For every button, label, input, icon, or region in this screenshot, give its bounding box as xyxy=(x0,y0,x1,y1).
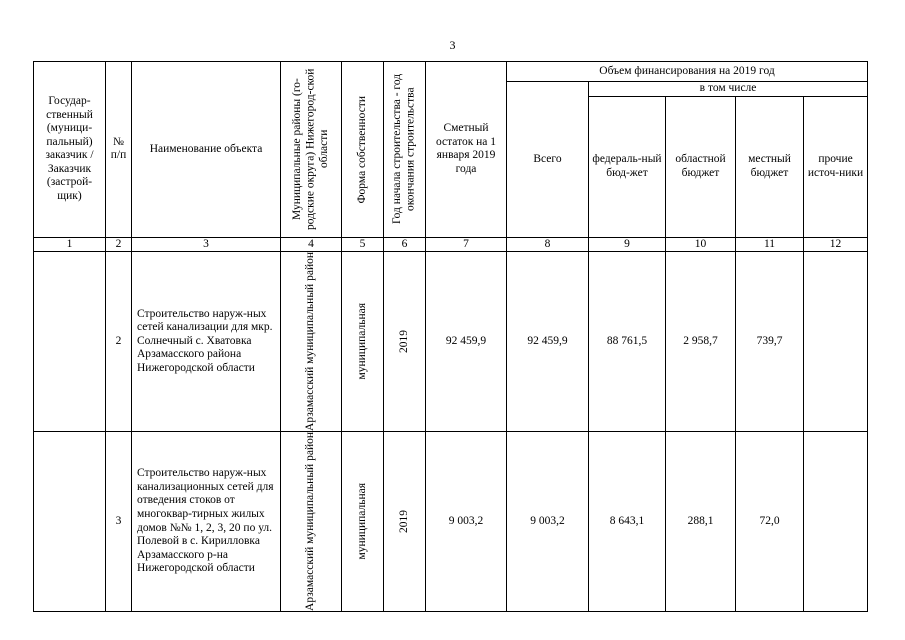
table-row xyxy=(34,432,868,612)
header-ownership xyxy=(342,62,384,238)
column-number: 11 xyxy=(736,237,804,252)
cell-num: 3 xyxy=(106,432,132,612)
header-funding-title: Объем финансирования на 2019 год xyxy=(507,62,868,82)
cell-other xyxy=(804,432,868,612)
column-number-row xyxy=(34,237,868,252)
header-municipality xyxy=(281,62,342,238)
column-number: 9 xyxy=(589,237,666,252)
header-federal: федераль-ный бюд-жет xyxy=(589,96,666,237)
column-number: 2 xyxy=(106,237,132,252)
header-years-text: Год начала строительства - год окончания строительства xyxy=(390,74,417,225)
cell-municipality-text: Арзамасский муниципальный район xyxy=(304,252,317,432)
cell-year-text: 2019 xyxy=(397,510,410,534)
table-row xyxy=(34,252,868,432)
cell-ownership xyxy=(342,432,384,612)
cell-ownership-text: муниципальная xyxy=(355,483,368,560)
cell-municipality-text: Арзамасский муниципальный район xyxy=(304,432,317,611)
cell-local: 72,0 xyxy=(736,432,804,612)
header-total: Всего xyxy=(507,82,589,238)
cell-ownership xyxy=(342,252,384,432)
column-number: 8 xyxy=(507,237,589,252)
cell-year-text: 2019 xyxy=(397,330,410,354)
column-number: 4 xyxy=(281,237,342,252)
header-ownership-text: Форма собственности xyxy=(355,95,368,204)
cell-regional: 2 958,7 xyxy=(666,252,736,432)
cell-year xyxy=(384,432,426,612)
cell-num: 2 xyxy=(106,252,132,432)
column-number: 3 xyxy=(132,237,281,252)
cell-year xyxy=(384,252,426,432)
cell-customer xyxy=(34,432,106,612)
cell-object-name: Строительство наруж-ных сетей канализации для мкр. Солнечный с. Хватовка Арзамасского района Нижегородской области xyxy=(132,252,281,432)
cell-other xyxy=(804,252,868,432)
column-number: 6 xyxy=(384,237,426,252)
cell-total: 92 459,9 xyxy=(507,252,589,432)
header-regional: областной бюджет xyxy=(666,96,736,237)
page-number: 3 xyxy=(449,38,456,52)
cell-total: 9 003,2 xyxy=(507,432,589,612)
cell-balance: 92 459,9 xyxy=(426,252,507,432)
header-customer: Государ-ственный (муници-пальный) заказчик / Заказчик (застрой-щик) xyxy=(34,62,106,238)
header-including: в том числе xyxy=(589,82,868,97)
header-object-name: Наименование объекта xyxy=(132,62,281,238)
header-other: прочие источ-ники xyxy=(804,96,868,237)
cell-municipality xyxy=(281,432,342,612)
cell-customer xyxy=(34,252,106,432)
header-local: местный бюджет xyxy=(736,96,804,237)
cell-ownership-text: муниципальная xyxy=(355,303,368,380)
cell-federal: 8 643,1 xyxy=(589,432,666,612)
header-num: № п/п xyxy=(106,62,132,238)
cell-federal: 88 761,5 xyxy=(589,252,666,432)
cell-local: 739,7 xyxy=(736,252,804,432)
cell-regional: 288,1 xyxy=(666,432,736,612)
cell-balance: 9 003,2 xyxy=(426,432,507,612)
column-number: 12 xyxy=(804,237,868,252)
header-balance: Сметный остаток на 1 января 2019 года xyxy=(426,62,507,238)
cell-municipality xyxy=(281,252,342,432)
column-number: 5 xyxy=(342,237,384,252)
header-years xyxy=(384,62,426,238)
cell-object-name: Строительство наруж-ных канализационных сетей для отведения стоков от многоквар-тирных жилых домов №№ 1, 2, 3, 20 по ул. Полевой в с. Кирилловка Арзамасского р-на Нижегородской области xyxy=(132,432,281,612)
header-municipality-text: Муниципальные районы (го-родские округа) Нижегород-ской области xyxy=(290,68,330,231)
column-number: 7 xyxy=(426,237,507,252)
funding-table xyxy=(33,61,868,612)
column-number: 10 xyxy=(666,237,736,252)
column-number: 1 xyxy=(34,237,106,252)
